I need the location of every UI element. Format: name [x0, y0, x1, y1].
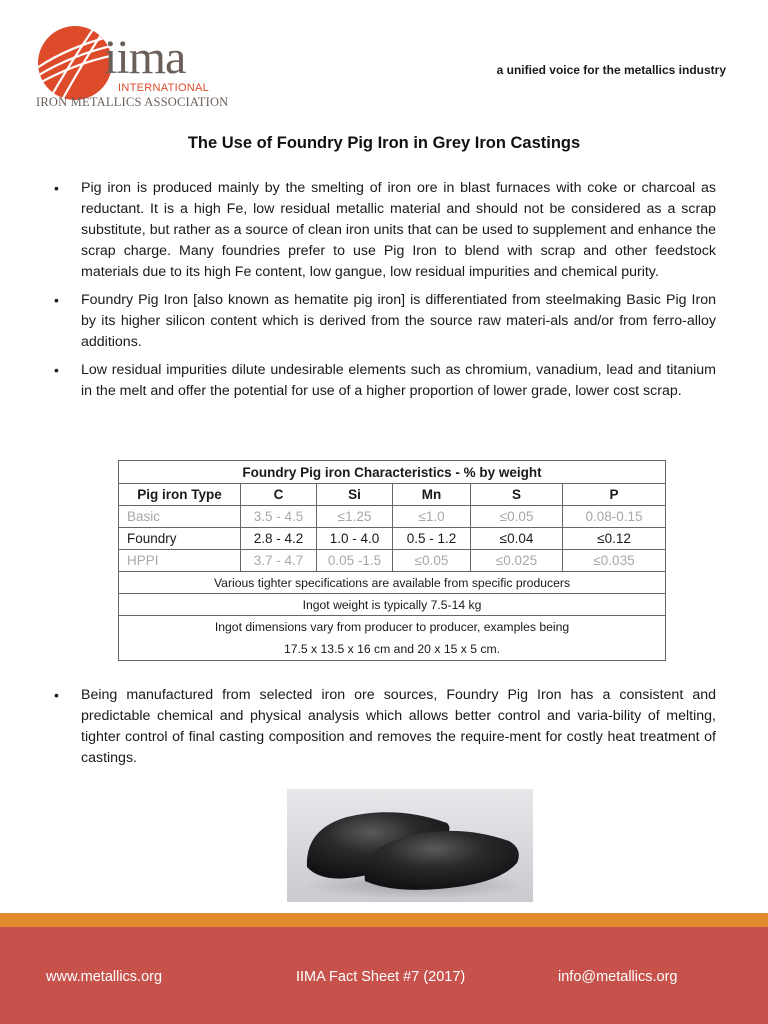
table-cell: 2.8 - 4.2 [241, 528, 317, 550]
characteristics-table [118, 460, 666, 661]
table-cell: Basic [119, 506, 241, 528]
table-note-line: Ingot dimensions vary from producer to producer, examples being [214, 620, 570, 634]
column-header: C [241, 484, 317, 506]
table-cell: HPPI [119, 550, 241, 572]
logo-association-name: IRON METALLICS ASSOCIATION [36, 95, 229, 109]
table-cell: ≤0.025 [471, 550, 563, 572]
footer-website-link[interactable]: www.metallics.org [46, 969, 163, 985]
table-cell: ≤1.25 [317, 506, 393, 528]
page-title: The Use of Foundry Pig Iron in Grey Iron Castings [187, 134, 581, 152]
table-note: Ingot weight is typically 7.5-14 kg [119, 594, 666, 616]
bullet-item: • Being manufactured from selected iron ore sources, Foundry Pig Iron has a consistent and predictable chemical and physical analysis which allows better control and varia-bility of melting, tighter control of final casting composition and removes the require-ment for costly heat treatment of castings. [52, 685, 716, 769]
table-cell: ≤0.035 [563, 550, 666, 572]
table-note-row [119, 616, 666, 661]
column-header: S [471, 484, 563, 506]
pig-iron-ingots-image [287, 789, 533, 902]
table-cell: 1.0 - 4.0 [317, 528, 393, 550]
table-cell: ≤0.12 [563, 528, 666, 550]
bullet-list-top [52, 178, 716, 409]
table-cell: 3.7 - 4.7 [241, 550, 317, 572]
table-row [119, 506, 666, 528]
bullet-item: • Pig iron is produced mainly by the smelting of iron ore in blast furnaces with coke or charcoal as reductant. It is a high Fe, low residual metallic material and should not be considered as a scrap substitute, but rather as a source of clean iron units that can be used to supplement and enhance the scrap charge. Many foundries prefer to use Pig Iron to blend with scrap and other feedstock materials due to its high Fe content, low gangue, low residual impurities and chemical purity. [52, 178, 716, 283]
table-caption: Foundry Pig iron Characteristics - % by weight [119, 461, 666, 484]
bullet-list-bottom [52, 685, 716, 776]
footer-accent-bar [0, 913, 768, 927]
iima-logo [34, 20, 234, 110]
table-cell: ≤1.0 [393, 506, 471, 528]
tagline: a unified voice for the metallics industry [496, 63, 726, 77]
table-note-row [119, 594, 666, 616]
table-header-row [119, 484, 666, 506]
table-row [119, 550, 666, 572]
table-note: Various tighter specifications are available from specific producers [119, 572, 666, 594]
column-header: P [563, 484, 666, 506]
table-row [119, 528, 666, 550]
globe-logo-icon [38, 26, 112, 100]
footer-fact-sheet-label: IIMA Fact Sheet #7 (2017) [296, 969, 466, 985]
table-cell: 0.5 - 1.2 [393, 528, 471, 550]
column-header: Si [317, 484, 393, 506]
table-cell: Foundry [119, 528, 241, 550]
table-cell: 0.05 -1.5 [317, 550, 393, 572]
table-cell: ≤0.04 [471, 528, 563, 550]
table-note-line: 17.5 x 13.5 x 16 cm and 20 x 15 x 5 cm. [283, 642, 501, 656]
bullet-item: • Low residual impurities dilute undesirable elements such as chromium, vanadium, lead and titanium in the melt and offer the potential for use of a higher proportion of lower grade, lower cost scrap. [52, 360, 716, 402]
column-header: Mn [393, 484, 471, 506]
footer-email-link[interactable]: info@metallics.org [558, 969, 678, 985]
table-note-dimensions [119, 616, 666, 661]
footer [0, 927, 768, 1024]
table-cell: 3.5 - 4.5 [241, 506, 317, 528]
column-header: Pig iron Type [119, 484, 241, 506]
table-cell: ≤0.05 [471, 506, 563, 528]
table-note-row [119, 572, 666, 594]
logo-international: INTERNATIONAL [118, 82, 210, 94]
bullet-item: • Foundry Pig Iron [also known as hematite pig iron] is differentiated from steelmaking Basic Pig Iron by its higher silicon content which is derived from the source raw materi-als and/or from ferro-alloy additions. [52, 290, 716, 353]
table-cell: ≤0.05 [393, 550, 471, 572]
table-cell: 0.08-0.15 [563, 506, 666, 528]
logo-wordmark: iima [104, 31, 186, 84]
